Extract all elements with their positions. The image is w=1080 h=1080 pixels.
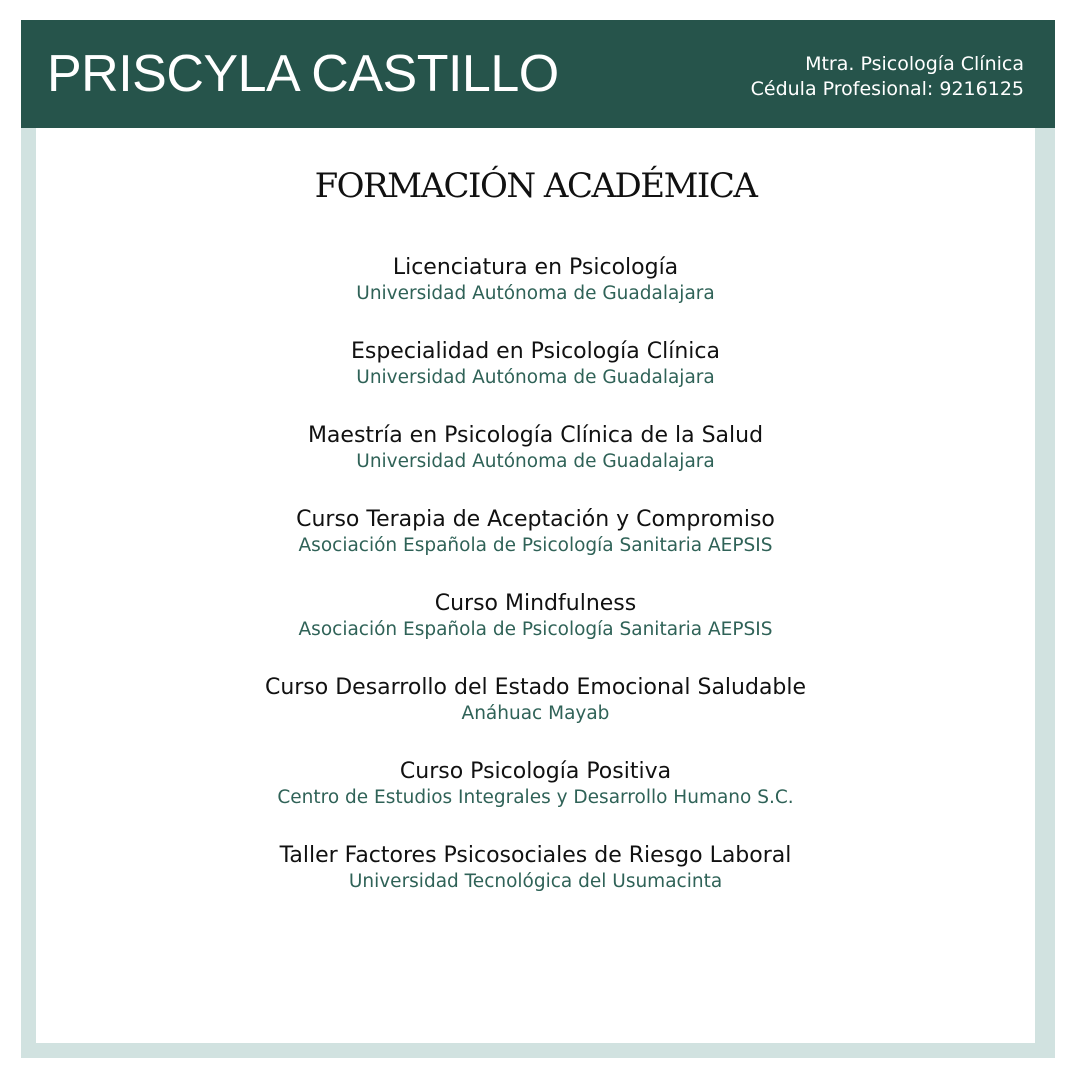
entry-title: Especialidad en Psicología Clínica (350, 339, 720, 364)
education-entry (36, 842, 1035, 926)
person-name: PRISCYLA CASTILLO (47, 45, 559, 103)
header-bar (21, 20, 1055, 128)
entry-title: Curso Terapia de Aceptación y Compromiso (296, 507, 775, 532)
entry-title: Taller Factores Psicosociales de Riesgo Laboral (279, 843, 792, 868)
education-entry (36, 674, 1035, 758)
entry-institution: Universidad Autónoma de Guadalajara (356, 451, 715, 472)
entry-institution: Universidad Tecnológica del Usumacinta (348, 871, 723, 892)
education-entry (36, 338, 1035, 422)
education-entry (36, 758, 1035, 842)
entry-institution: Universidad Autónoma de Guadalajara (356, 283, 715, 304)
education-list (36, 254, 1035, 926)
entry-title: Maestría en Psicología Clínica de la Salud (307, 423, 764, 448)
entry-title: Licenciatura en Psicología (392, 255, 679, 280)
education-entry (36, 254, 1035, 338)
entry-title: Curso Desarrollo del Estado Emocional Saludable (264, 675, 807, 700)
credentials (751, 52, 1024, 102)
education-entry (36, 506, 1035, 590)
entry-institution: Asociación Española de Psicología Sanitaria AEPSIS (298, 619, 773, 640)
entry-title: Curso Mindfulness (434, 591, 637, 616)
education-entry (36, 590, 1035, 674)
entry-institution: Asociación Española de Psicología Sanitaria AEPSIS (298, 535, 773, 556)
license-text: Cédula Profesional: 9216125 (750, 78, 1024, 100)
section-title: FORMACIÓN ACADÉMICA (314, 166, 757, 206)
entry-institution: Centro de Estudios Integrales y Desarrollo Humano S.C. (277, 787, 794, 808)
entry-institution: Anáhuac Mayab (461, 703, 610, 724)
entry-title: Curso Psicología Positiva (399, 759, 672, 784)
education-entry (36, 422, 1035, 506)
degree-text: Mtra. Psicología Clínica (805, 53, 1024, 75)
entry-institution: Universidad Autónoma de Guadalajara (356, 367, 715, 388)
